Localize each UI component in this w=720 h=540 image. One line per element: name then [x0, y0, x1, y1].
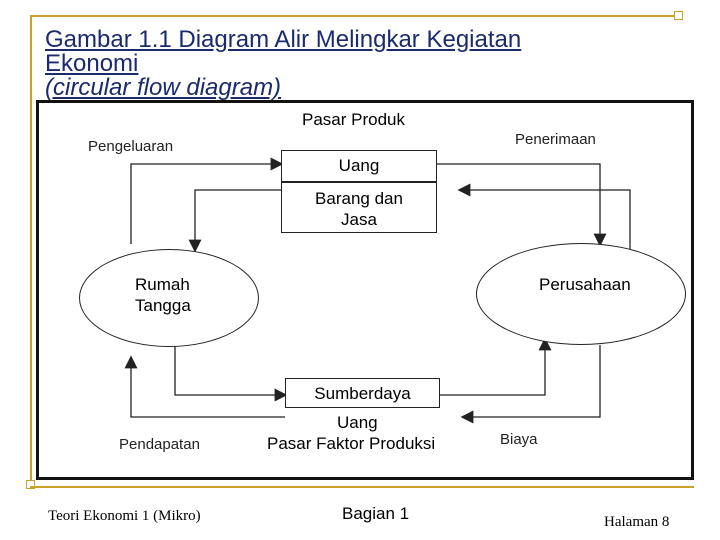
- footer-course: Teori Ekonomi 1 (Mikro): [48, 508, 201, 524]
- income-label: Pendapatan: [119, 436, 200, 453]
- household-node: [79, 249, 259, 347]
- arrow-spending: [131, 164, 281, 244]
- resources-label: Sumberdaya: [314, 384, 411, 403]
- arrow-resources-from-household: [175, 342, 285, 395]
- product-market-label: Pasar Produk: [302, 110, 405, 129]
- footer-page-number: Halaman 8: [604, 514, 670, 530]
- spending-label: Pengeluaran: [88, 138, 174, 155]
- household-label-1: Rumah: [135, 275, 190, 294]
- resources-box: [285, 378, 440, 408]
- firm-label: Perusahaan: [539, 275, 631, 294]
- title-line-1: Gambar 1.1 Diagram Alir Melingkar Kegiatan: [45, 26, 522, 53]
- arrow-cost: [463, 345, 600, 417]
- arrow-resources-to-firm: [440, 340, 545, 395]
- household-label-2: Tangga: [135, 296, 191, 315]
- goods-services-line-2: Jasa: [341, 210, 377, 229]
- title-line-2: Ekonomi: [45, 50, 139, 77]
- arrow-goods-to-household: [195, 190, 281, 250]
- title-line-3: (circular flow diagram): [45, 74, 282, 101]
- arrow-revenue: [437, 164, 600, 244]
- money-bottom-label: Uang: [337, 413, 378, 432]
- money-box-top: [281, 150, 437, 182]
- footer-part: Bagian 1: [342, 504, 410, 523]
- arrow-income: [131, 358, 285, 417]
- factor-market-label: Pasar Faktor Produksi: [267, 434, 436, 453]
- cost-label: Biaya: [500, 431, 538, 448]
- revenue-label: Penerimaan: [515, 131, 596, 148]
- firm-node: [476, 243, 686, 345]
- goods-services-line-1: Barang dan: [315, 189, 403, 208]
- money-top-label: Uang: [338, 156, 380, 175]
- goods-services-box: [281, 182, 437, 233]
